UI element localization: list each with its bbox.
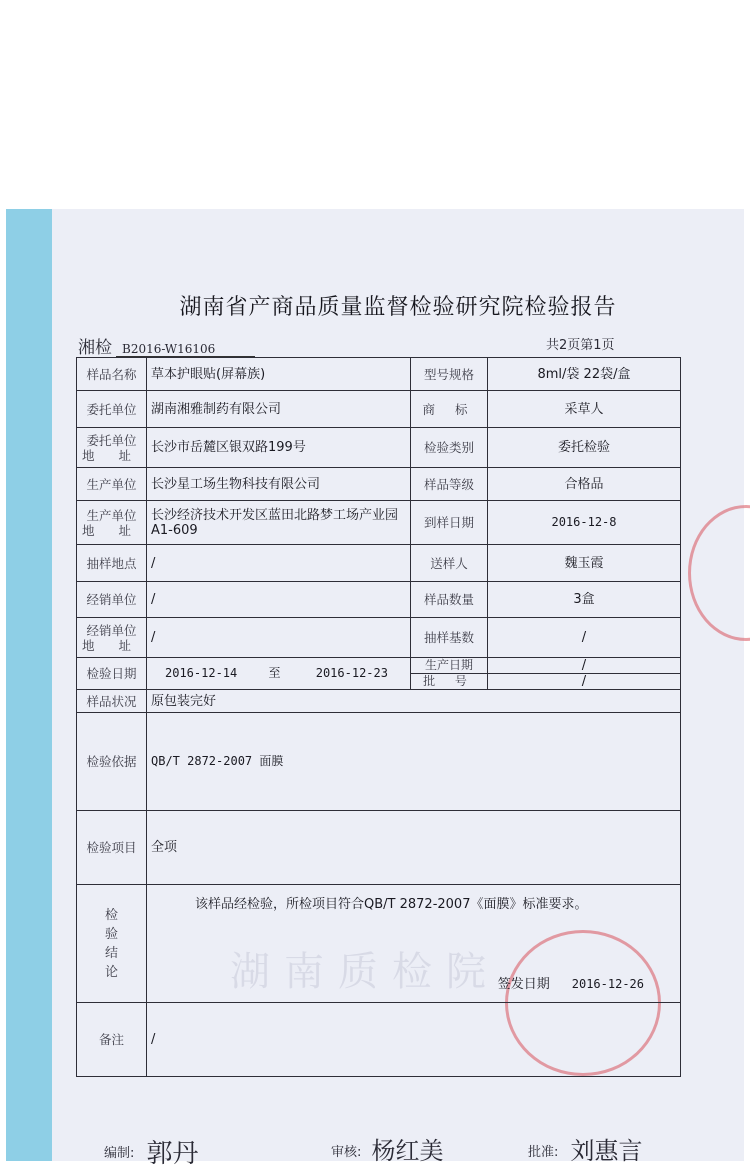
label-sample-grade: 样品等级 (411, 468, 488, 501)
value-inspection-basis: QB/T 2872-2007 面膜 (147, 713, 681, 811)
label-inspection-date: 检验日期 (77, 658, 147, 690)
conclusion-text: 该样品经检验，所检项目符合QB/T 2872-2007《面膜》标准要求。 (195, 897, 588, 912)
value-sender: 魏玉霞 (488, 545, 681, 582)
issue-date (498, 977, 644, 992)
inspection-date-from: 2016-12-14 (165, 666, 238, 680)
report-table (76, 357, 681, 1077)
report-title: 湖南省产商品质量监督检验研究院检验报告 (179, 295, 617, 320)
label-sampling-base: 抽样基数 (411, 618, 488, 658)
page-info: 共2页第1页 (546, 338, 615, 353)
value-sample-grade: 合格品 (488, 468, 681, 501)
label-line1: 经销单位 (86, 622, 137, 638)
approver-name: 刘惠言 (570, 1137, 643, 1165)
label-client-address (77, 428, 147, 468)
label-manufacturer-address (77, 501, 147, 545)
value-sample-status: 原包装完好 (147, 690, 681, 713)
label-trademark: 商 标 (411, 391, 488, 428)
value-distributor-address: / (147, 618, 411, 658)
label-sampling-site: 抽样地点 (77, 545, 147, 582)
issue-date-label: 签发日期 (497, 977, 550, 992)
value-sample-quantity: 3盒 (488, 582, 681, 618)
table-row (77, 468, 681, 501)
table-row (77, 658, 681, 674)
conclusion-char: 结 (104, 945, 118, 961)
value-production-date: / (488, 658, 681, 674)
label-production-date: 生产日期 (411, 658, 488, 674)
editor-label: 编制: (104, 1146, 135, 1161)
label-line2: 地 址 (82, 522, 141, 538)
table-row (77, 713, 681, 811)
value-sample-name: 草本护眼贴(屏幕族) (147, 358, 411, 391)
label-line2: 地 址 (82, 637, 141, 653)
conclusion-char: 论 (104, 964, 118, 980)
value-inspection-items: 全项 (147, 811, 681, 885)
label-model-spec: 型号规格 (411, 358, 488, 391)
label-inspection-basis: 检验依据 (77, 713, 147, 811)
value-arrival-date: 2016-12-8 (488, 501, 681, 545)
label-remarks: 备注 (77, 1003, 147, 1077)
value-inspection-date (147, 658, 411, 690)
table-row (77, 1003, 681, 1077)
reviewer-label: 审核: (331, 1145, 362, 1160)
label-sender: 送样人 (411, 545, 488, 582)
label-line1: 委托单位 (86, 432, 137, 448)
label-arrival-date: 到样日期 (411, 501, 488, 545)
value-distributor: / (147, 582, 411, 618)
table-row (77, 428, 681, 468)
label-line2: 地 址 (82, 447, 141, 463)
label-inspection-items: 检验项目 (77, 811, 147, 885)
value-inspection-type: 委托检验 (488, 428, 681, 468)
table-row (77, 545, 681, 582)
value-client-address: 长沙市岳麓区银双路199号 (147, 428, 411, 468)
value-remarks: / (147, 1003, 681, 1077)
label-distributor: 经销单位 (77, 582, 147, 618)
label-conclusion (77, 885, 147, 1003)
conclusion-char: 检 (104, 907, 118, 923)
value-sampling-site: / (147, 545, 411, 582)
signature-row (52, 1120, 744, 1169)
table-row (77, 358, 681, 391)
reviewer-name: 杨红美 (371, 1137, 444, 1165)
page-edge (6, 209, 52, 1161)
reviewer-signature (331, 1128, 444, 1163)
report-number (78, 333, 255, 358)
issue-date-value: 2016-12-26 (571, 977, 644, 991)
approver-signature (528, 1128, 643, 1163)
value-sampling-base: / (488, 618, 681, 658)
table-row (77, 618, 681, 658)
value-batch-number: / (488, 674, 681, 690)
value-trademark: 采草人 (488, 391, 681, 428)
label-client: 委托单位 (77, 391, 147, 428)
label-inspection-type: 检验类别 (411, 428, 488, 468)
value-manufacturer: 长沙星工场生物科技有限公司 (147, 468, 411, 501)
value-conclusion (147, 885, 681, 1003)
conclusion-char: 验 (104, 926, 118, 942)
approver-label: 批准: (528, 1145, 559, 1160)
value-manufacturer-address: 长沙经济技术开发区蓝田北路梦工场产业园A1-609 (147, 501, 411, 545)
label-sample-quantity: 样品数量 (411, 582, 488, 618)
table-row (77, 501, 681, 545)
table-row (77, 690, 681, 713)
watermark: 湖南质检院 (230, 949, 500, 995)
table-row (77, 885, 681, 1003)
label-distributor-address (77, 618, 147, 658)
value-client: 湖南湘雅制药有限公司 (147, 391, 411, 428)
table-row (77, 811, 681, 885)
label-manufacturer: 生产单位 (77, 468, 147, 501)
label-sample-name: 样品名称 (77, 358, 147, 391)
label-batch-number: 批 号 (411, 674, 488, 690)
table-row (77, 582, 681, 618)
table-row (77, 391, 681, 428)
report-code: B2016-W16106 (116, 342, 255, 357)
label-line1: 生产单位 (86, 507, 137, 523)
value-model-spec: 8ml/袋 22袋/盒 (488, 358, 681, 391)
inspection-date-to-word: 至 (268, 666, 281, 680)
label-conclusion-vertical (105, 906, 119, 982)
editor-name: 郭丹 (146, 1139, 199, 1169)
inspection-date-to: 2016-12-23 (315, 666, 388, 680)
report-prefix: 湘检 (78, 338, 112, 358)
label-sample-status: 样品状况 (77, 690, 147, 713)
editor-signature (104, 1128, 199, 1169)
